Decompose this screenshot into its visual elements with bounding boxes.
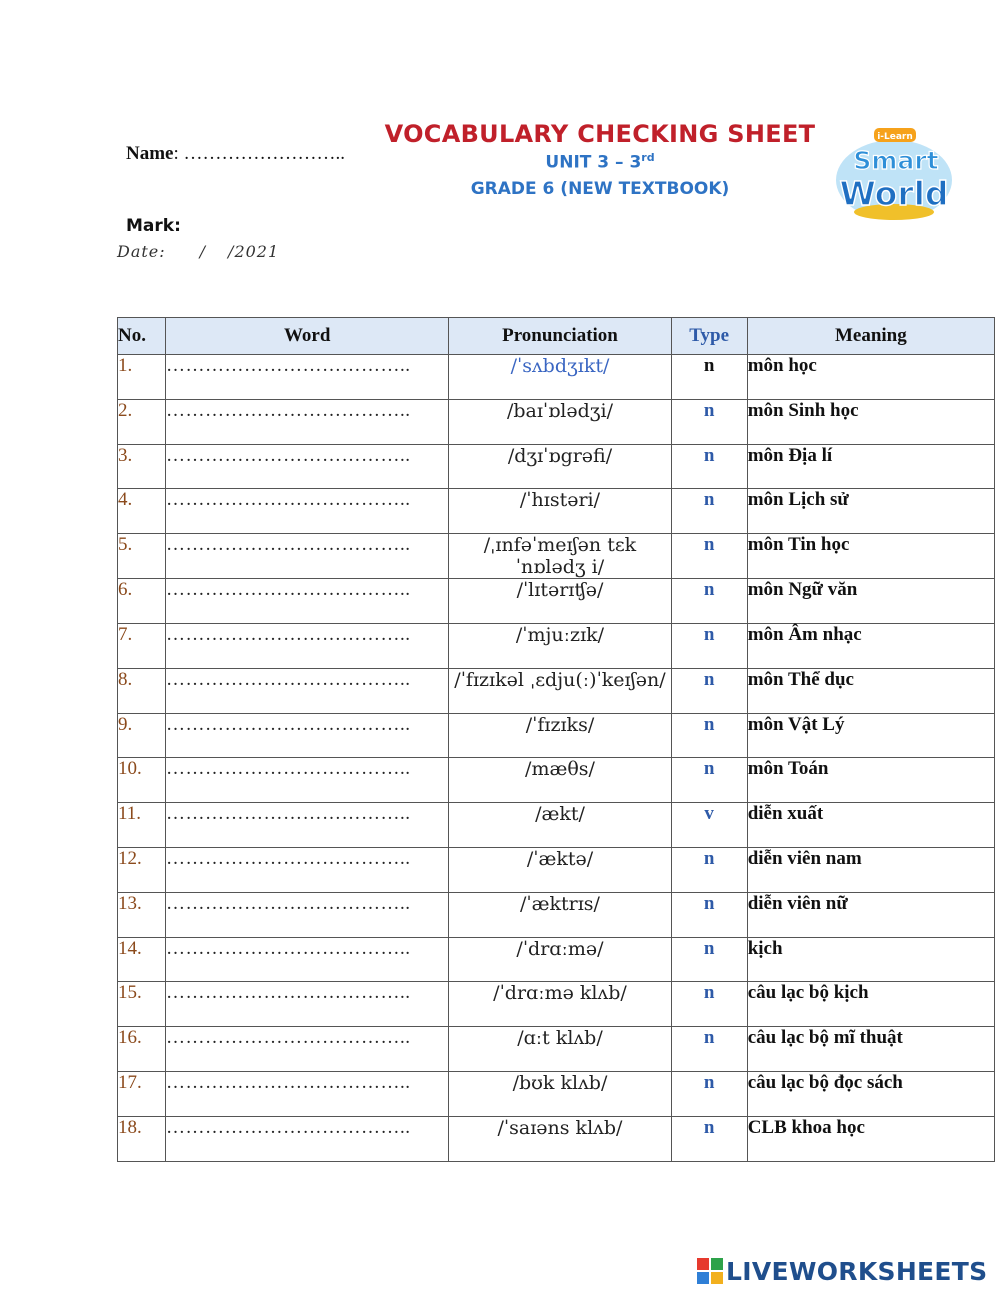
meaning-cell: môn Âm nhạc	[747, 623, 994, 668]
table-row	[118, 355, 995, 400]
meaning-cell: môn học	[747, 355, 994, 400]
row-number: 8.	[118, 668, 166, 713]
row-number: 17.	[118, 1071, 166, 1116]
date-sep-1: /	[199, 242, 207, 261]
row-number: 4.	[118, 489, 166, 534]
header-pronunciation: Pronunciation	[449, 318, 671, 355]
pronunciation-cell: /ˈfɪzɪks/	[449, 713, 671, 758]
row-number: 12.	[118, 847, 166, 892]
word-type-cell: n	[671, 399, 747, 444]
table-row	[118, 623, 995, 668]
row-number: 9.	[118, 713, 166, 758]
word-type-cell: v	[671, 803, 747, 848]
word-answer-field[interactable]: ………………………………..	[166, 1027, 449, 1072]
header-no: No.	[118, 318, 166, 355]
table-row	[118, 803, 995, 848]
row-number: 14.	[118, 937, 166, 982]
pronunciation-cell: /ˈdrɑːmə klʌb/	[449, 982, 671, 1027]
word-answer-field[interactable]: ………………………………..	[166, 1116, 449, 1161]
meaning-cell: diễn viên nữ	[747, 892, 994, 937]
pronunciation-cell: /ˈfɪzɪkəl ˌɛdju(ː)ˈkeɪʃən/	[449, 668, 671, 713]
table-row	[118, 982, 995, 1027]
table-row	[118, 1027, 995, 1072]
word-answer-field[interactable]: ………………………………..	[166, 758, 449, 803]
word-type-cell: n	[671, 579, 747, 624]
word-type-cell: n	[671, 623, 747, 668]
liveworksheets-icon	[697, 1258, 723, 1284]
header-type: Type	[671, 318, 747, 355]
table-row	[118, 758, 995, 803]
liveworksheets-text: LIVEWORKSHEETS	[726, 1256, 988, 1286]
table-row	[118, 1116, 995, 1161]
date-line	[117, 242, 279, 261]
row-number: 2.	[118, 399, 166, 444]
pronunciation-cell: /ˈdrɑːmə/	[449, 937, 671, 982]
row-number: 11.	[118, 803, 166, 848]
pronunciation-cell: /ækt/	[449, 803, 671, 848]
row-number: 13.	[118, 892, 166, 937]
meaning-cell: môn Toán	[747, 758, 994, 803]
header-meaning: Meaning	[747, 318, 994, 355]
table-row	[118, 713, 995, 758]
pronunciation-cell: /ˈmjuːzɪk/	[449, 623, 671, 668]
word-type-cell: n	[671, 892, 747, 937]
word-answer-field[interactable]: ………………………………..	[166, 579, 449, 624]
name-dots: : ……………………..	[173, 143, 346, 164]
row-number: 10.	[118, 758, 166, 803]
row-number: 3.	[118, 444, 166, 489]
meaning-cell: câu lạc bộ mĩ thuật	[747, 1027, 994, 1072]
table-row	[118, 1071, 995, 1116]
word-type-cell: n	[671, 534, 747, 579]
pronunciation-cell: /dʒɪˈɒgrəfi/	[449, 444, 671, 489]
table-row	[118, 937, 995, 982]
meaning-cell: môn Địa lí	[747, 444, 994, 489]
date-label: Date:	[117, 242, 166, 261]
word-answer-field[interactable]: ………………………………..	[166, 982, 449, 1027]
row-number: 7.	[118, 623, 166, 668]
meaning-cell: môn Ngữ văn	[747, 579, 994, 624]
pronunciation-cell: /ˌɪnfəˈmeɪʃən tɛkˈnɒlədʒ i/	[449, 534, 671, 579]
pronunciation-cell: /ˈsaɪəns klʌb/	[449, 1116, 671, 1161]
smart-world-logo	[832, 124, 956, 224]
mark-label: Mark:	[126, 216, 181, 236]
logo-ilearn: i-Learn	[877, 132, 913, 142]
vocabulary-table	[117, 317, 995, 1162]
table-row	[118, 399, 995, 444]
word-answer-field[interactable]: ………………………………..	[166, 399, 449, 444]
table-header-row	[118, 318, 995, 355]
word-answer-field[interactable]: ………………………………..	[166, 847, 449, 892]
sheet-title: VOCABULARY CHECKING SHEET	[384, 120, 816, 148]
unit-text: UNIT 3 – 3	[545, 152, 642, 173]
word-type-cell: n	[671, 1027, 747, 1072]
meaning-cell: môn Sinh học	[747, 399, 994, 444]
pronunciation-cell: /mæθs/	[449, 758, 671, 803]
logo-world: World	[839, 174, 949, 213]
word-answer-field[interactable]: ………………………………..	[166, 1071, 449, 1116]
meaning-cell: CLB khoa học	[747, 1116, 994, 1161]
word-type-cell: n	[671, 937, 747, 982]
word-type-cell: n	[671, 444, 747, 489]
word-answer-field[interactable]: ………………………………..	[166, 534, 449, 579]
table-row	[118, 534, 995, 579]
name-label: Name	[126, 143, 174, 164]
row-number: 15.	[118, 982, 166, 1027]
meaning-cell: kịch	[747, 937, 994, 982]
unit-title	[375, 151, 825, 173]
meaning-cell: môn Thể dục	[747, 668, 994, 713]
table-row	[118, 668, 995, 713]
row-number: 6.	[118, 579, 166, 624]
pronunciation-cell: /ˈæktrɪs/	[449, 892, 671, 937]
table-row	[118, 892, 995, 937]
word-answer-field[interactable]: ………………………………..	[166, 444, 449, 489]
word-answer-field[interactable]: ………………………………..	[166, 713, 449, 758]
pronunciation-cell: /bʊk klʌb/	[449, 1071, 671, 1116]
pronunciation-cell: /ˈhɪstəri/	[449, 489, 671, 534]
row-number: 1.	[118, 355, 166, 400]
meaning-cell: diễn viên nam	[747, 847, 994, 892]
word-type-cell: n	[671, 668, 747, 713]
table-row	[118, 579, 995, 624]
pronunciation-cell: /ˈsʌbdʒɪkt/	[449, 355, 671, 400]
word-type-cell: n	[671, 713, 747, 758]
meaning-cell: môn Tin học	[747, 534, 994, 579]
word-type-cell: n	[671, 355, 747, 400]
unit-sup: rd	[641, 151, 655, 164]
word-type-cell: n	[671, 758, 747, 803]
word-answer-field[interactable]: ………………………………..	[166, 489, 449, 534]
row-number: 16.	[118, 1027, 166, 1072]
word-answer-field[interactable]: ………………………………..	[166, 668, 449, 713]
name-field	[126, 143, 345, 165]
meaning-cell: câu lạc bộ đọc sách	[747, 1071, 994, 1116]
table-row	[118, 847, 995, 892]
word-answer-field[interactable]: ………………………………..	[166, 803, 449, 848]
word-type-cell: n	[671, 1116, 747, 1161]
header-word: Word	[166, 318, 449, 355]
word-type-cell: n	[671, 847, 747, 892]
pronunciation-cell: /ˈlɪtərɪʧə/	[449, 579, 671, 624]
word-answer-field[interactable]: ………………………………..	[166, 937, 449, 982]
grade-title: GRADE 6 (NEW TEXTBOOK)	[470, 178, 730, 199]
table-row	[118, 489, 995, 534]
row-number: 18.	[118, 1116, 166, 1161]
liveworksheets-brand	[697, 1256, 987, 1286]
word-answer-field[interactable]: ………………………………..	[166, 623, 449, 668]
row-number: 5.	[118, 534, 166, 579]
table-row	[118, 444, 995, 489]
pronunciation-cell: /baɪˈɒlədʒi/	[449, 399, 671, 444]
meaning-cell: môn Vật Lý	[747, 713, 994, 758]
word-type-cell: n	[671, 489, 747, 534]
meaning-cell: môn Lịch sử	[747, 489, 994, 534]
meaning-cell: diễn xuất	[747, 803, 994, 848]
word-type-cell: n	[671, 1071, 747, 1116]
word-answer-field[interactable]: ………………………………..	[166, 355, 449, 400]
date-year: /2021	[228, 242, 280, 261]
word-type-cell: n	[671, 982, 747, 1027]
logo-smart: Smart	[853, 146, 939, 175]
word-answer-field[interactable]: ………………………………..	[166, 892, 449, 937]
title-block	[375, 120, 825, 199]
pronunciation-cell: /ɑːt klʌb/	[449, 1027, 671, 1072]
pronunciation-cell: /ˈæktə/	[449, 847, 671, 892]
meaning-cell: câu lạc bộ kịch	[747, 982, 994, 1027]
